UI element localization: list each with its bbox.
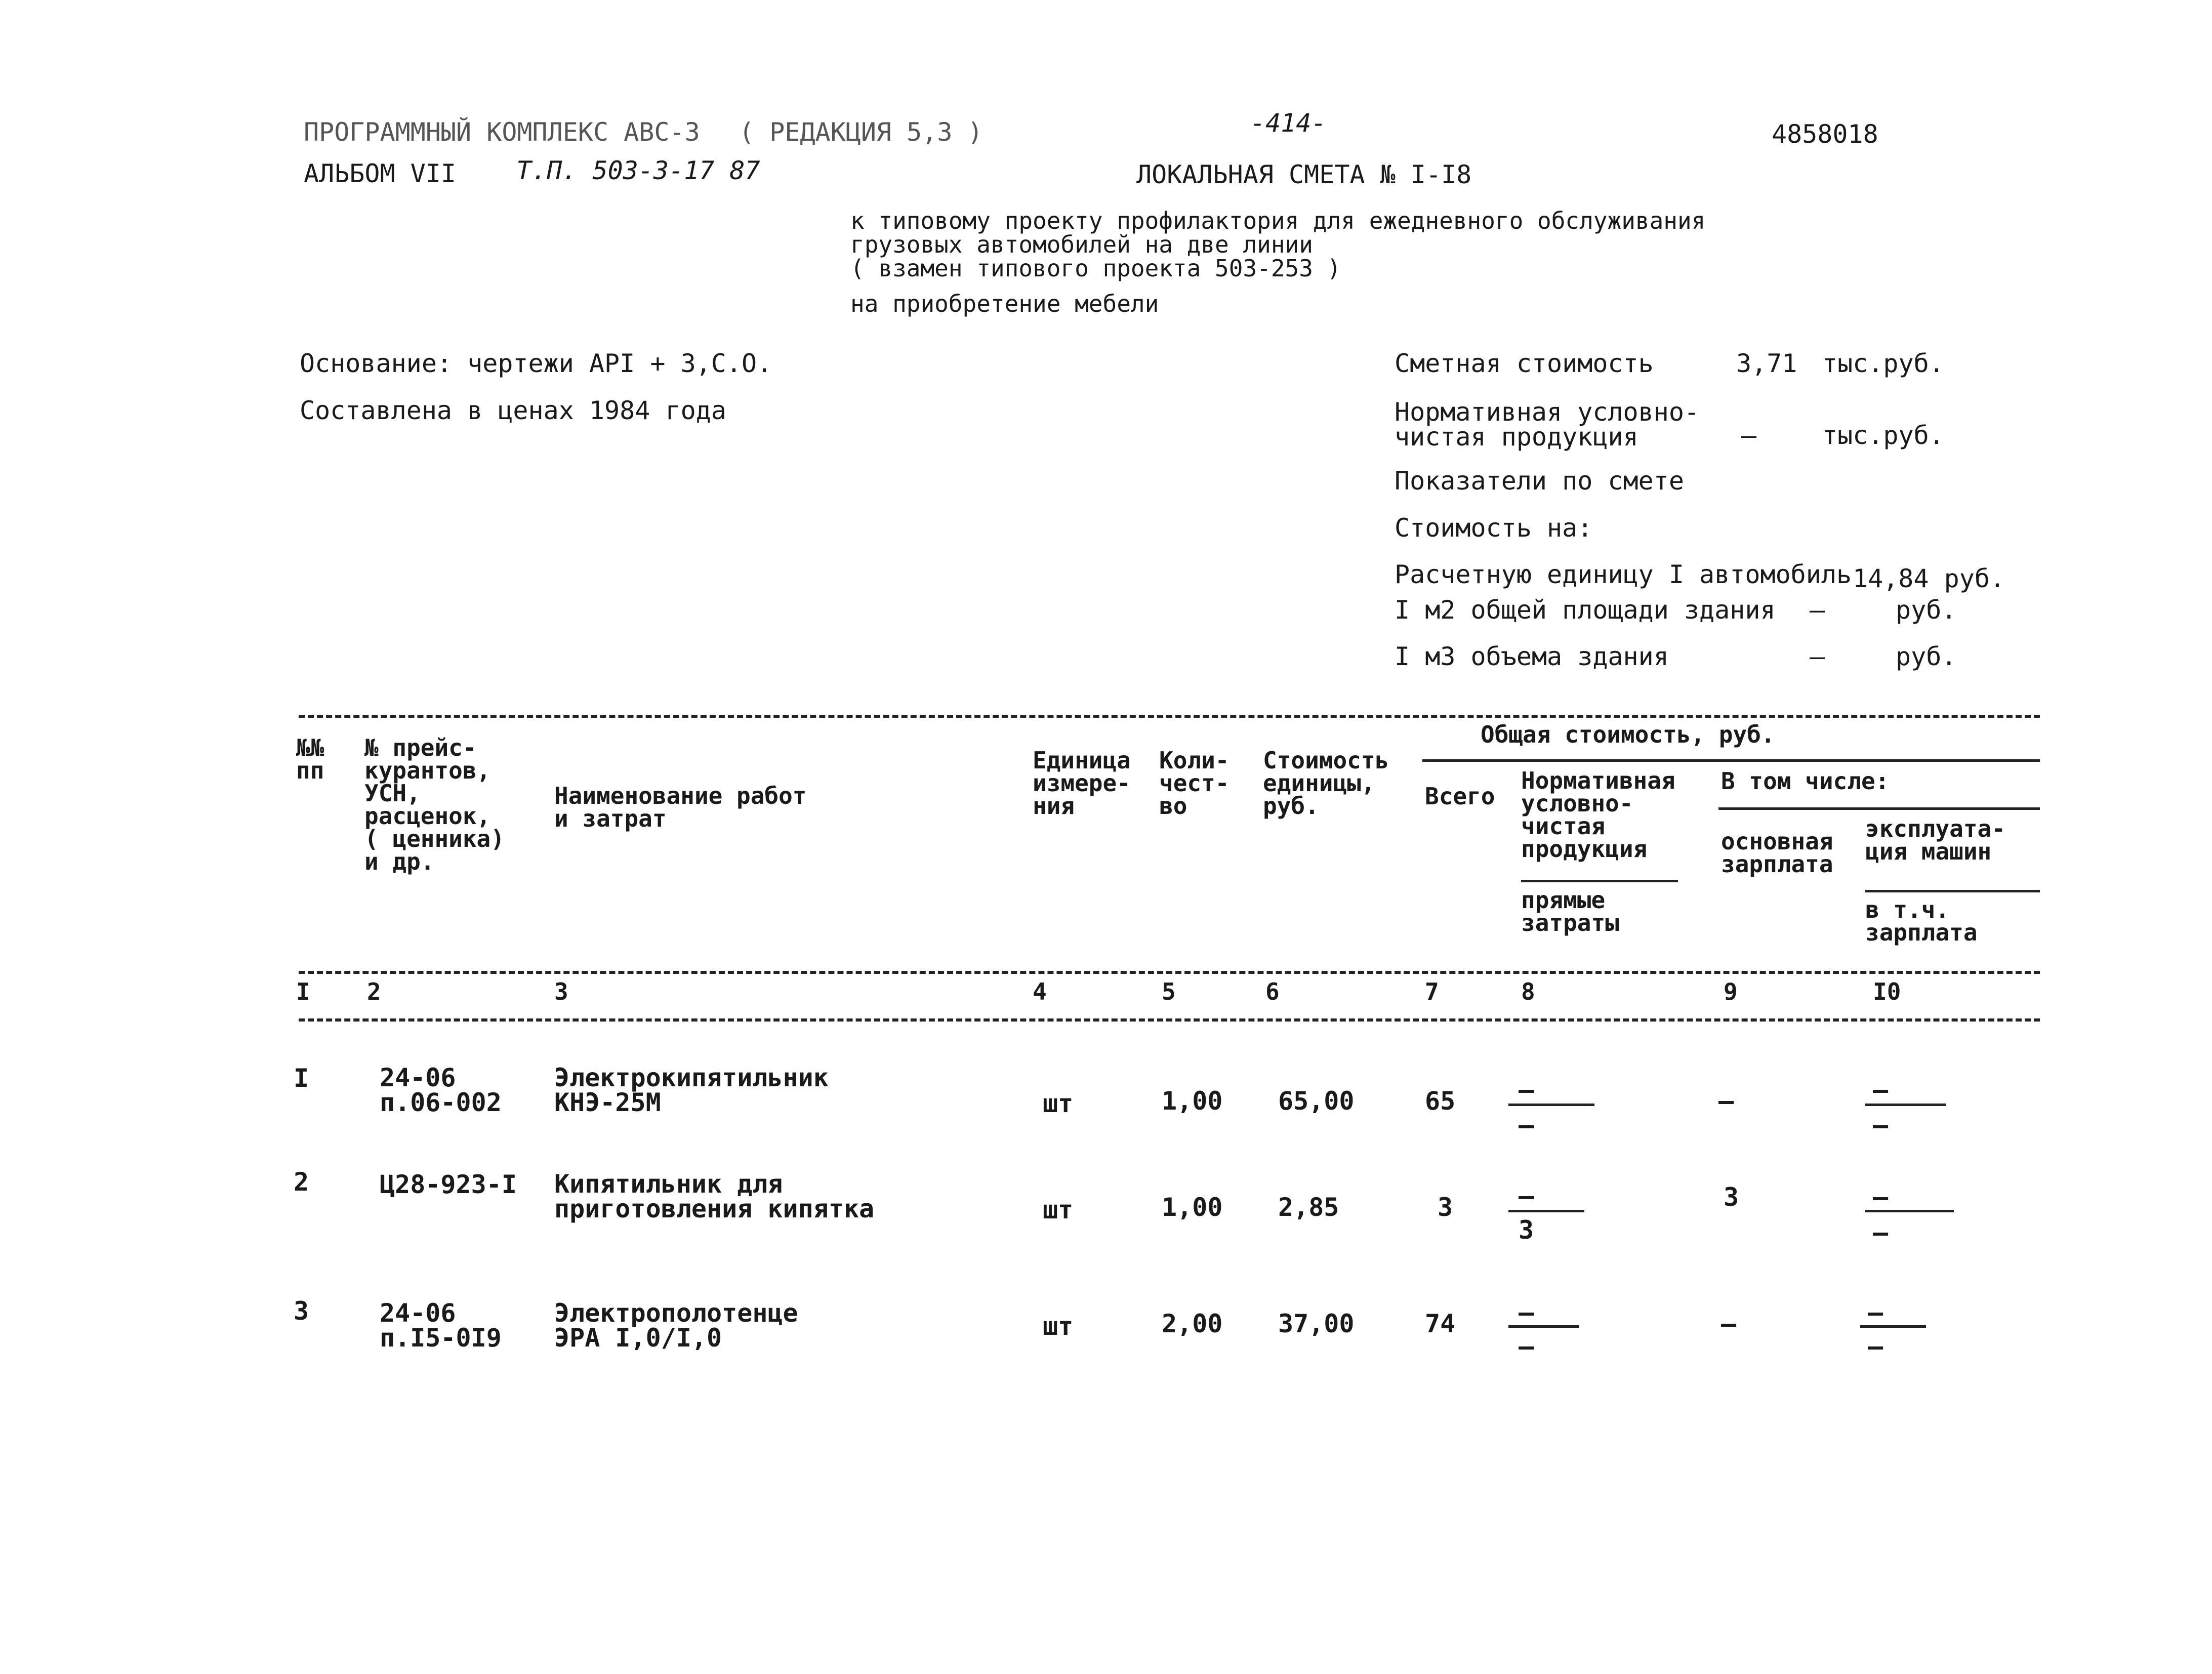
column-number: 6 xyxy=(1265,978,1280,1005)
column-numbers-bottom-rule xyxy=(299,1018,2040,1022)
row-salary: – xyxy=(1721,1309,1737,1338)
normative-value: – xyxy=(1741,421,1757,450)
m3-cost-label: I м3 объема здания xyxy=(1395,642,1669,671)
m2-cost-label: I м2 общей площади здания xyxy=(1395,595,1776,625)
column-number: I0 xyxy=(1873,978,1901,1005)
row-machines-bottom: – xyxy=(1873,1218,1889,1247)
header-col10-rule xyxy=(1865,890,2040,892)
indicators-label: Показатели по смете xyxy=(1395,466,1684,496)
normative-unit: тыс.руб. xyxy=(1822,421,1944,450)
row-unit-cost: 37,00 xyxy=(1278,1309,1355,1338)
estimated-cost-unit: тыс.руб. xyxy=(1822,349,1944,378)
row-unit: шт xyxy=(1043,1312,1074,1341)
row-price-code: 24-06 п.I5-0I9 xyxy=(380,1298,502,1353)
row-normative-top: – xyxy=(1519,1181,1534,1211)
row-quantity: 1,00 xyxy=(1162,1193,1223,1222)
column-number: 5 xyxy=(1162,978,1176,1005)
column-number: 4 xyxy=(1033,978,1047,1005)
estimated-cost-value: 3,71 xyxy=(1736,349,1797,378)
m3-cost-unit: руб. xyxy=(1896,642,1957,671)
page-number: -414- xyxy=(1250,108,1327,138)
column-number: 9 xyxy=(1724,978,1738,1005)
tp-number: Т.П. 503-3-17 87 xyxy=(516,156,760,185)
row-machines-top: – xyxy=(1873,1075,1889,1105)
header-col3-work-name: Наименование работ и затрат xyxy=(554,782,807,833)
estimate-title: ЛОКАЛЬНАЯ СМЕТА № I-I8 xyxy=(1136,160,1472,189)
edition-label: ( РЕДАКЦИЯ 5,3 ) xyxy=(739,117,983,147)
row-unit-cost: 2,85 xyxy=(1278,1193,1339,1222)
column-number: 8 xyxy=(1521,978,1535,1005)
subtitle-line-3: ( взамен типового проекта 503-253 ) xyxy=(850,255,1341,282)
purpose-line: на приобретение мебели xyxy=(850,290,1159,317)
row-price-code: Ц28-923-I xyxy=(380,1170,517,1199)
header-col8-normative: Нормативная условно- чистая продукция xyxy=(1521,767,1675,863)
header-col1-number: №№ пп xyxy=(296,734,324,785)
row-unit: шт xyxy=(1043,1089,1074,1118)
row-quantity: 1,00 xyxy=(1162,1086,1223,1116)
row-work-name: Электрополотенце ЭРА I,0/I,0 xyxy=(554,1298,798,1353)
row-number: I xyxy=(294,1064,309,1093)
row-machines-rule xyxy=(1865,1210,1954,1212)
table-top-rule xyxy=(299,715,2040,718)
column-number: 2 xyxy=(367,978,381,1005)
row-normative-bottom: 3 xyxy=(1519,1215,1534,1245)
column-number: 3 xyxy=(554,978,568,1005)
header-col10-machines: эксплуата- ция машин xyxy=(1865,815,2005,866)
row-number: 2 xyxy=(294,1167,309,1197)
row-unit-cost: 65,00 xyxy=(1278,1086,1355,1116)
header-col9-salary: основная зарплата xyxy=(1721,828,1833,878)
row-machines-top: – xyxy=(1873,1182,1889,1212)
row-salary: – xyxy=(1718,1086,1734,1116)
header-col2-price-list: № прейс- курантов, УСН, расценок, ( ценника) и др. xyxy=(364,734,505,876)
row-normative-top: – xyxy=(1519,1075,1534,1105)
m3-cost-value: – xyxy=(1810,642,1825,671)
row-machines-rule xyxy=(1865,1104,1946,1106)
unit-cost-label: Расчетную единицу I автомобиль xyxy=(1395,560,1852,589)
prices-text: Составлена в ценах 1984 года xyxy=(300,396,726,425)
row-machines-bottom: – xyxy=(1873,1111,1889,1140)
row-normative-rule xyxy=(1508,1104,1594,1106)
subtitle-line-2: грузовых автомобилей на две линии xyxy=(850,231,1313,258)
row-machines-top: – xyxy=(1868,1298,1883,1327)
header-col6-unit-cost: Стоимость единицы, руб. xyxy=(1263,747,1389,820)
row-normative-rule xyxy=(1508,1325,1579,1328)
basis-text: Основание: чертежи API + 3,С.О. xyxy=(300,349,772,378)
header-col5-quantity: Коли- чест- во xyxy=(1159,747,1230,820)
album-label: АЛЬБОМ VII xyxy=(304,159,457,188)
cost-per-label: Стоимость на: xyxy=(1395,513,1593,543)
row-normative-top: – xyxy=(1519,1298,1534,1327)
header-total-rule xyxy=(1422,759,2040,762)
row-normative-rule xyxy=(1508,1210,1584,1212)
estimated-cost-label: Сметная стоимость xyxy=(1395,349,1654,378)
column-number: 7 xyxy=(1425,978,1439,1005)
row-salary: 3 xyxy=(1724,1182,1739,1212)
row-normative-bottom: – xyxy=(1519,1332,1534,1361)
row-machines-bottom: – xyxy=(1868,1332,1883,1361)
header-total-group: Общая стоимость, руб. xyxy=(1481,721,1775,748)
row-number: 3 xyxy=(294,1296,309,1326)
subtitle-line-1: к типовому проекту профилактория для ежедневного обслуживания xyxy=(850,207,1706,234)
header-col4-unit: Единица измере- ния xyxy=(1033,747,1131,820)
row-unit: шт xyxy=(1043,1195,1074,1224)
row-normative-bottom: – xyxy=(1519,1111,1534,1140)
row-total: 65 xyxy=(1425,1086,1456,1116)
column-numbers-top-rule xyxy=(299,971,2040,974)
header-including-rule xyxy=(1718,807,2040,810)
normative-label: Нормативная условно- чистая продукция xyxy=(1395,397,1700,452)
m2-cost-value: – xyxy=(1810,595,1825,625)
m2-cost-unit: руб. xyxy=(1896,595,1957,625)
header-col8-rule xyxy=(1521,880,1678,882)
row-work-name: Кипятильник для приготовления кипятка xyxy=(554,1169,875,1223)
row-machines-rule xyxy=(1860,1325,1926,1328)
unit-cost-value: 14,84 руб. xyxy=(1853,564,2005,593)
column-number: I xyxy=(296,978,310,1005)
header-col8-direct-costs: прямые затраты xyxy=(1521,886,1619,937)
row-total: 3 xyxy=(1438,1193,1453,1222)
header-including-group: В том числе: xyxy=(1721,767,1890,795)
header-col10-machine-salary: в т.ч. зарплата xyxy=(1865,896,1978,947)
program-name: ПРОГРАММНЫЙ КОМПЛЕКС АВС-3 xyxy=(304,117,700,147)
row-quantity: 2,00 xyxy=(1162,1309,1223,1338)
row-price-code: 24-06 п.06-002 xyxy=(380,1063,502,1117)
row-work-name: Электрокипятильник КНЭ-25М xyxy=(554,1063,829,1117)
row-total: 74 xyxy=(1425,1309,1456,1338)
header-col7-total: Всего xyxy=(1425,783,1495,810)
document-code: 4858018 xyxy=(1772,119,1878,149)
